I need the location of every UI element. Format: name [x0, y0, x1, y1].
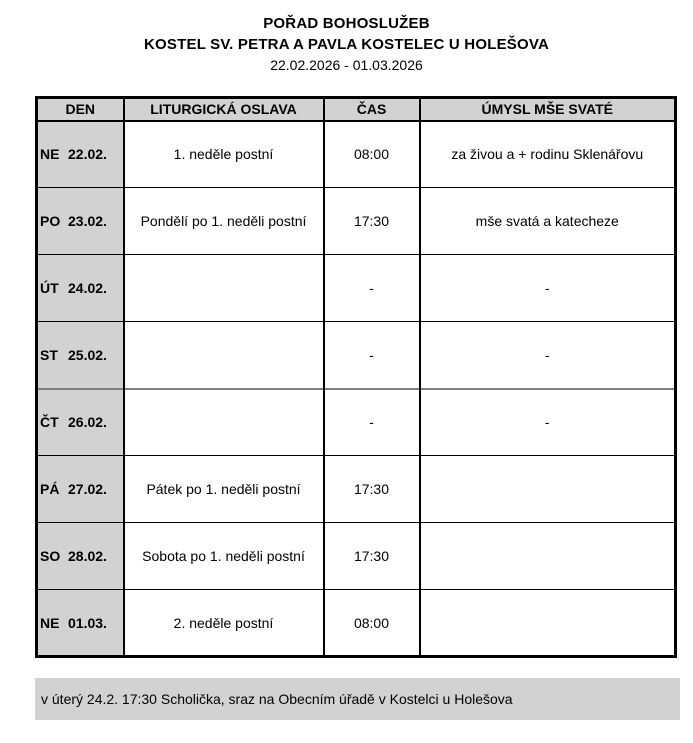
church-name: KOSTEL SV. PETRA A PAVLA KOSTELEC U HOLEŠOVA	[144, 36, 549, 53]
footer-note-bar	[35, 678, 680, 720]
day-date: 28.02.	[68, 548, 107, 564]
day-date: 22.02.	[68, 146, 107, 163]
footer-note-text: v úterý 24.2. 17:30 Scholička, sraz na Obecním úřadě v Kostelci u Holešova	[41, 691, 513, 707]
day-date: 26.02.	[68, 414, 107, 431]
date-range: 22.02.2026 - 01.03.2026	[270, 57, 423, 73]
celebration-cell	[124, 322, 324, 389]
day-abbrev: ČT	[40, 414, 59, 431]
intention-cell	[420, 590, 676, 657]
table-row	[37, 121, 676, 188]
column-header-umysl: ÚMYSL MŠE SVATÉ	[420, 98, 676, 121]
intention-cell	[420, 523, 676, 590]
day-abbrev: PO	[40, 213, 61, 229]
page-title: POŘAD BOHOSLUŽEB	[263, 15, 430, 32]
day-cell	[37, 188, 124, 255]
time-cell: 17:30	[324, 523, 420, 590]
intention-cell	[420, 456, 676, 523]
column-header-liturgicka-oslava: LITURGICKÁ OSLAVA	[124, 98, 324, 121]
day-cell	[37, 590, 124, 657]
celebration-cell: Pátek po 1. neděli postní	[124, 456, 324, 523]
day-cell	[37, 255, 124, 322]
day-cell	[37, 389, 124, 456]
time-cell: 08:00	[324, 590, 420, 657]
time-cell: 17:30	[324, 456, 420, 523]
day-cell	[37, 121, 124, 188]
celebration-cell: 1. neděle postní	[124, 121, 324, 188]
column-header-cas: ČAS	[324, 98, 420, 121]
table-row	[37, 188, 676, 255]
intention-cell: za živou a + rodinu Sklenářovu	[420, 121, 676, 188]
column-header-den: DEN	[37, 98, 124, 121]
day-abbrev: ÚT	[40, 280, 59, 296]
day-date: 01.03.	[68, 614, 107, 631]
celebration-cell: Pondělí po 1. neděli postní	[124, 188, 324, 255]
day-date: 24.02.	[68, 280, 107, 296]
day-abbrev: PÁ	[40, 481, 60, 497]
schedule-table	[35, 96, 677, 658]
document-header	[0, 0, 693, 76]
table-row	[37, 322, 676, 389]
time-cell: -	[324, 322, 420, 389]
intention-cell: mše svatá a katecheze	[420, 188, 676, 255]
table-body	[37, 121, 676, 657]
celebration-cell: Sobota po 1. neděli postní	[124, 523, 324, 590]
time-cell: -	[324, 389, 420, 456]
intention-cell: -	[420, 389, 676, 456]
day-date: 25.02.	[68, 346, 107, 363]
time-cell: 17:30	[324, 188, 420, 255]
table-row	[37, 456, 676, 523]
day-cell	[37, 322, 124, 389]
intention-cell: -	[420, 255, 676, 322]
day-date: 23.02.	[68, 213, 107, 229]
table-row	[37, 255, 676, 322]
table-row	[37, 523, 676, 590]
day-date: 27.02.	[68, 481, 107, 497]
day-abbrev: NE	[40, 146, 60, 163]
table-row	[37, 590, 676, 657]
time-cell: 08:00	[324, 121, 420, 188]
header-row	[37, 98, 676, 121]
intention-cell: -	[420, 322, 676, 389]
day-abbrev: ST	[40, 346, 58, 363]
table-header	[37, 98, 676, 121]
table-row	[37, 389, 676, 456]
time-cell: -	[324, 255, 420, 322]
day-cell	[37, 456, 124, 523]
celebration-cell: 2. neděle postní	[124, 590, 324, 657]
celebration-cell	[124, 389, 324, 456]
celebration-cell	[124, 255, 324, 322]
day-abbrev: NE	[40, 614, 60, 631]
day-abbrev: SO	[40, 548, 61, 564]
day-cell	[37, 523, 124, 590]
